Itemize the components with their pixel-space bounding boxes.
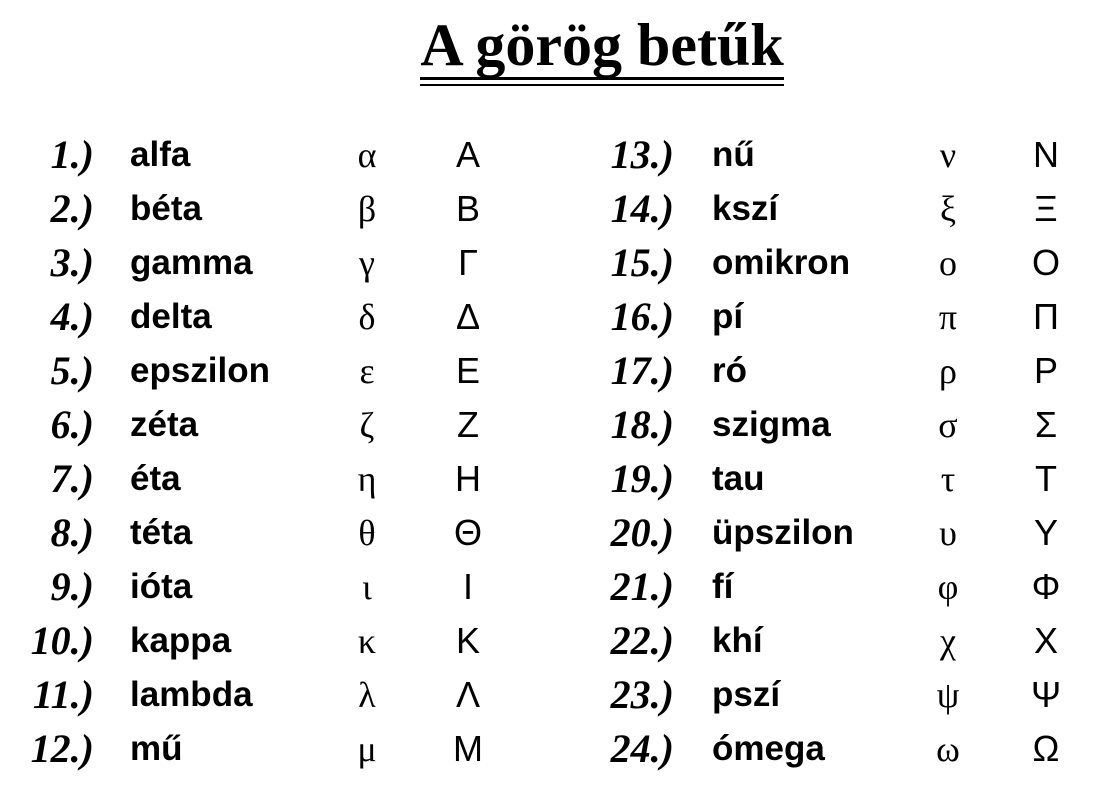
letter-row <box>578 398 1104 452</box>
uppercase-letter: Κ <box>455 620 480 661</box>
letter-row <box>0 128 540 182</box>
letter-name: éta <box>130 459 181 498</box>
lowercase-letter: θ <box>358 513 376 553</box>
uppercase-letter: Μ <box>453 728 483 769</box>
lowercase-letter: φ <box>937 567 959 607</box>
letter-number: 22.) <box>610 618 674 663</box>
uppercase-letter: Ο <box>1031 242 1060 283</box>
letter-number: 24.) <box>610 726 674 771</box>
letter-row <box>578 236 1104 290</box>
letter-row <box>578 290 1104 344</box>
lowercase-letter: λ <box>358 675 376 715</box>
letter-name: ióta <box>130 567 193 606</box>
uppercase-letter: Ψ <box>1030 674 1062 715</box>
uppercase-letter: Σ <box>1034 404 1058 445</box>
letter-row <box>578 506 1104 560</box>
letter-row <box>0 668 540 722</box>
uppercase-letter: Φ <box>1031 566 1061 607</box>
letter-number: 16.) <box>610 294 674 339</box>
letter-name: téta <box>130 513 193 552</box>
uppercase-letter: Λ <box>455 674 481 715</box>
letter-number: 9.) <box>50 564 94 609</box>
letter-name: gamma <box>130 243 253 282</box>
uppercase-letter: Ω <box>1032 728 1060 769</box>
letter-number: 17.) <box>610 348 674 393</box>
letter-row <box>0 452 540 506</box>
lowercase-letter: ε <box>359 351 375 391</box>
letter-number: 14.) <box>610 186 674 231</box>
letter-name: alfa <box>130 135 191 174</box>
lowercase-letter: ι <box>362 567 372 607</box>
letter-number: 21.) <box>610 564 674 609</box>
lowercase-letter: ω <box>936 729 960 769</box>
uppercase-letter: Γ <box>458 242 478 283</box>
letter-name: zéta <box>130 405 199 444</box>
uppercase-letter: Π <box>1033 296 1059 337</box>
letter-number: 2.) <box>50 186 94 231</box>
lowercase-letter: κ <box>357 621 377 661</box>
letter-number: 11.) <box>32 672 94 717</box>
letter-number: 4.) <box>50 294 94 339</box>
letter-row <box>578 452 1104 506</box>
letter-row <box>578 614 1104 668</box>
letter-number: 5.) <box>50 348 94 393</box>
letter-row <box>0 614 540 668</box>
letter-number: 3.) <box>50 240 94 285</box>
uppercase-letter: Ξ <box>1034 188 1058 229</box>
letter-number: 15.) <box>610 240 674 285</box>
page-title-text: A görög betűk <box>420 12 784 78</box>
lowercase-letter: ο <box>939 243 957 283</box>
uppercase-letter: Α <box>455 134 480 175</box>
letter-number: 6.) <box>50 402 94 447</box>
lowercase-letter: ζ <box>359 405 375 445</box>
letter-name: omikron <box>712 243 851 282</box>
uppercase-letter: Τ <box>1035 458 1057 499</box>
letter-number: 10.) <box>30 618 94 663</box>
letter-name: mű <box>130 729 183 768</box>
letter-number: 7.) <box>50 456 94 501</box>
uppercase-letter: Η <box>455 458 481 499</box>
lowercase-letter: π <box>938 297 958 337</box>
letter-list-right <box>578 128 1104 776</box>
letter-row <box>578 344 1104 398</box>
letter-row <box>0 236 540 290</box>
uppercase-letter: Υ <box>1033 512 1058 553</box>
uppercase-letter: Ζ <box>457 404 479 445</box>
letter-row <box>0 182 540 236</box>
letter-number: 20.) <box>610 510 674 555</box>
letter-row <box>578 722 1104 776</box>
letter-name: fí <box>712 567 734 606</box>
uppercase-letter: Δ <box>455 296 481 337</box>
lowercase-letter: β <box>357 189 377 229</box>
letter-name: szigma <box>712 405 831 444</box>
letter-row <box>0 506 540 560</box>
letter-row <box>0 344 540 398</box>
letter-number: 1.) <box>50 132 94 177</box>
letter-name: tau <box>712 459 765 498</box>
uppercase-letter: Θ <box>453 512 482 553</box>
lowercase-letter: η <box>357 459 377 499</box>
letter-row <box>578 668 1104 722</box>
letter-name: üpszilon <box>712 513 854 552</box>
letter-name: delta <box>130 297 212 336</box>
uppercase-letter: Β <box>455 188 480 229</box>
letter-row <box>0 722 540 776</box>
lowercase-letter: μ <box>357 729 377 769</box>
letter-number: 19.) <box>610 456 674 501</box>
letter-number: 13.) <box>610 132 674 177</box>
letter-row <box>0 290 540 344</box>
letter-name: epszilon <box>130 351 271 390</box>
lowercase-letter: ψ <box>936 675 960 715</box>
lowercase-letter: α <box>357 135 377 175</box>
uppercase-letter: Ε <box>455 350 480 391</box>
letter-number: 12.) <box>30 726 94 771</box>
uppercase-letter: Ρ <box>1033 350 1058 391</box>
letter-name: kappa <box>130 621 232 660</box>
letter-row <box>578 128 1104 182</box>
letter-row <box>578 182 1104 236</box>
letter-name: ró <box>712 351 747 390</box>
letter-number: 8.) <box>50 510 94 555</box>
letter-name: kszí <box>712 189 779 228</box>
letter-name: béta <box>130 189 202 228</box>
lowercase-letter: τ <box>940 459 956 499</box>
letter-row <box>0 398 540 452</box>
uppercase-letter: Χ <box>1033 620 1058 661</box>
uppercase-letter: Ν <box>1033 134 1059 175</box>
letter-number: 18.) <box>610 402 674 447</box>
letter-name: lambda <box>130 675 253 714</box>
lowercase-letter: χ <box>940 621 956 661</box>
letter-list-left <box>0 128 540 776</box>
letter-name: nű <box>712 135 755 174</box>
lowercase-letter: ρ <box>939 351 957 391</box>
letter-row <box>0 560 540 614</box>
lowercase-letter: γ <box>359 243 375 283</box>
lowercase-letter: ν <box>939 135 957 175</box>
letter-name: khí <box>712 621 763 660</box>
page-title <box>0 10 1104 80</box>
lowercase-letter: σ <box>938 405 958 445</box>
uppercase-letter: Ι <box>462 566 473 607</box>
letter-name: ómega <box>712 729 825 768</box>
lowercase-letter: υ <box>939 513 957 553</box>
letter-name: pí <box>712 297 744 336</box>
letter-number: 23.) <box>610 672 674 717</box>
letter-name: pszí <box>712 675 781 714</box>
letter-row <box>578 560 1104 614</box>
lowercase-letter: ξ <box>939 189 957 229</box>
lowercase-letter: δ <box>358 297 376 337</box>
